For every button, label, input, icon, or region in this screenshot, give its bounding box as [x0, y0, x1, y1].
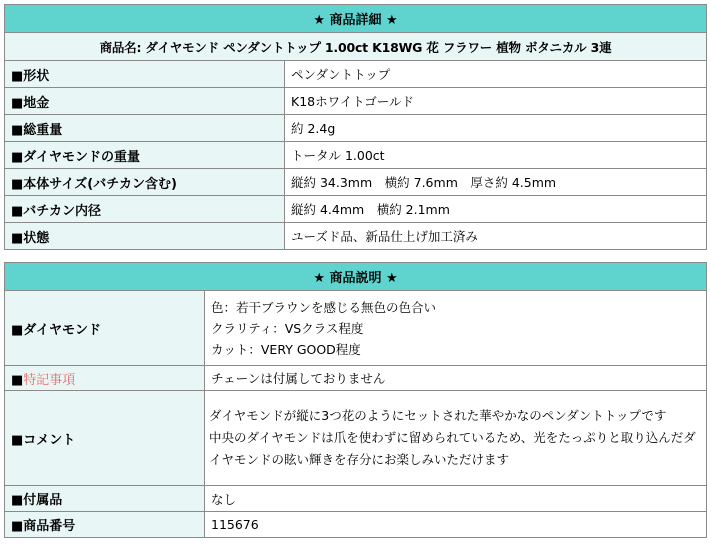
square-marker-icon: ■	[11, 519, 24, 534]
diamond-cut: カット：VERY GOOD程度	[211, 341, 361, 357]
metal-label: ■地金	[5, 88, 285, 115]
bail-inner-label: ■バチカン内径	[5, 196, 285, 223]
condition-value: ユーズド品、新品仕上げ加工済み	[285, 223, 707, 250]
special-notes-value: チェーンは付属しておりません	[205, 366, 707, 391]
comment-label: ■コメント	[5, 391, 205, 486]
diamond-color: 色：若干ブラウンを感じる無色の色合い	[211, 299, 437, 315]
metal-value: K18ホワイトゴールド	[285, 88, 707, 115]
total-weight-label: ■総重量	[5, 115, 285, 142]
square-marker-icon: ■	[11, 432, 24, 448]
product-description-table	[4, 262, 707, 538]
body-size-label: ■本体サイズ(バチカン含む)	[5, 169, 285, 196]
comment-text	[205, 391, 707, 486]
body-size-value: 縦約 34.3mm 横約 7.6mm 厚さ約 4.5mm	[285, 169, 707, 196]
square-marker-icon: ■	[11, 176, 24, 192]
bail-inner-value: 縦約 4.4mm 横約 2.1mm	[285, 196, 707, 223]
accessories-value: なし	[205, 486, 707, 512]
special-notes-label: ■特記事項	[5, 366, 205, 391]
accessories-label: ■付属品	[5, 486, 205, 512]
shape-value: ペンダントトップ	[285, 61, 707, 88]
product-name: 商品名: ダイヤモンド ペンダントトップ 1.00ct K18WG 花 フラワー 植物 ボタニカル 3連	[5, 33, 707, 61]
item-number-label: ■商品番号	[5, 512, 205, 538]
square-marker-icon: ■	[11, 95, 24, 111]
diamond-weight-label: ■ダイヤモンドの重量	[5, 142, 285, 169]
square-marker-icon: ■	[11, 322, 24, 338]
comment-body: ダイヤモンドが縦に3つ花のようにセットされた華やかなのペンダントトップです 中央のダイヤモンドは爪を使わずに留められているため、光をたっぷりと取り込んだダイヤモンドの眩い輝きを存分にお楽しみいただけます	[209, 408, 696, 467]
total-weight-value: 約 2.4g	[285, 115, 707, 142]
diamond-label: ■ダイヤモンド	[5, 291, 205, 366]
square-marker-icon: ■	[11, 372, 24, 388]
square-marker-icon: ■	[11, 68, 24, 84]
square-marker-icon: ■	[11, 149, 24, 165]
square-marker-icon: ■	[11, 122, 24, 138]
details-header: ★ 商品詳細 ★	[5, 5, 707, 33]
diamond-specs	[205, 291, 707, 366]
shape-label: ■形状	[5, 61, 285, 88]
square-marker-icon: ■	[11, 493, 24, 508]
description-header: ★ 商品説明 ★	[5, 263, 707, 291]
item-number-value: 115676	[205, 512, 707, 538]
condition-label: ■状態	[5, 223, 285, 250]
square-marker-icon: ■	[11, 230, 24, 246]
square-marker-icon: ■	[11, 203, 24, 219]
diamond-clarity: クラリティ：VSクラス程度	[211, 320, 364, 336]
diamond-weight-value: トータル 1.00ct	[285, 142, 707, 169]
product-details-table	[4, 4, 707, 250]
